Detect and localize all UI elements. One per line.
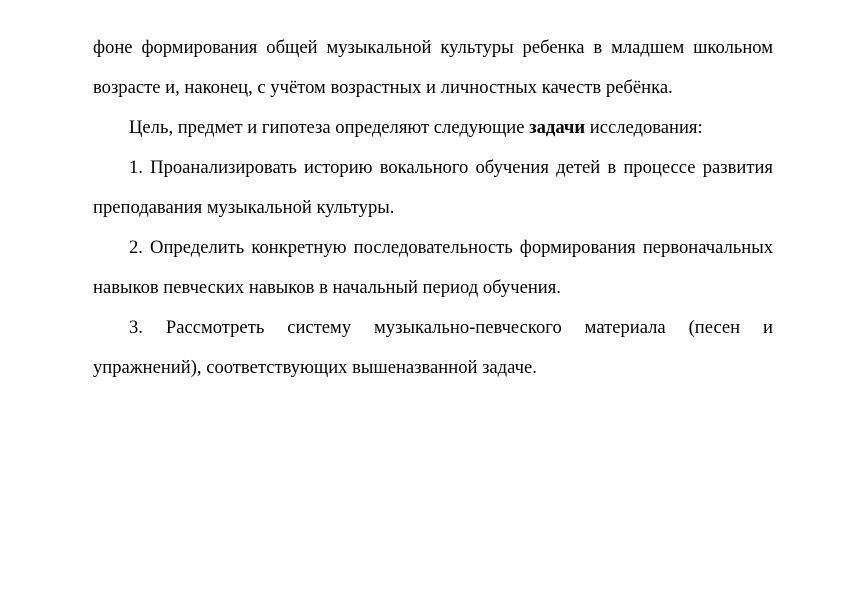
tasks-keyword: задачи [529, 117, 586, 138]
task-item-2: 2. Определить конкретную последовательность формирования первоначальных навыков певческих навыков в начальный период обучения. [93, 237, 773, 298]
document-body [93, 28, 773, 388]
tasks-intro-tail: исследования: [585, 117, 703, 138]
paragraph-continuation: фоне формирования общей музыкальной культуры ребенка в младшем школьном возрасте и, наконец, с учётом возрастных и личностных качеств ребёнка. [93, 37, 773, 98]
task-item-3: 3. Рассмотреть систему музыкально-певческого материала (песен и упражнений), соответствующих вышеназванной задаче. [93, 317, 773, 378]
tasks-intro-text: Цель, предмет и гипотеза определяют следующие [129, 117, 530, 138]
paragraph-tasks-intro [93, 108, 773, 148]
task-item-1: 1. Проанализировать историю вокального обучения детей в процессе развития преподавания музыкальной культуры. [93, 157, 773, 218]
